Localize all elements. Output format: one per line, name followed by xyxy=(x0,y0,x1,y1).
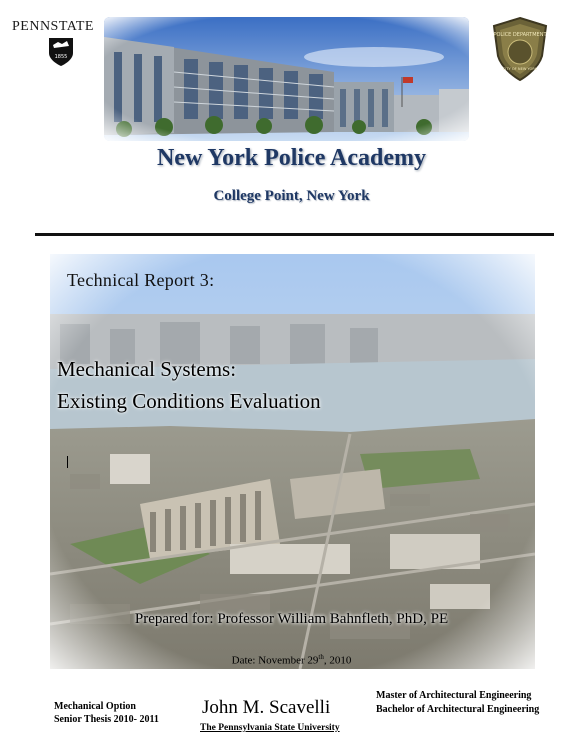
shield-year: 1855 xyxy=(54,54,68,60)
location-subtitle: College Point, New York xyxy=(213,188,370,204)
report-heading-line1: Mechanical Systems: xyxy=(57,357,237,381)
penn-state-shield-icon xyxy=(48,37,74,67)
badge-text-top: POLICE DEPARTMENT xyxy=(493,32,547,38)
penn-state-wordmark: PENNSTATE xyxy=(12,19,94,34)
prepared-for: Prepared for: Professor William Bahnfleth, PhD, PE xyxy=(134,611,449,627)
badge-text-bottom: CITY OF NEW YORK xyxy=(502,67,538,71)
author-name: John M. Scavelli xyxy=(202,697,331,718)
degree-master: Master of Architectural Engineering xyxy=(376,690,532,701)
report-date xyxy=(0,653,583,667)
page-title: New York Police Academy xyxy=(156,145,427,171)
academy-building-image xyxy=(104,17,469,141)
date-prefix: Date: November 29 xyxy=(231,654,319,667)
date-year: , 2010 xyxy=(323,654,352,667)
date-suffix: th xyxy=(318,653,324,661)
aerial-site-image xyxy=(50,254,535,669)
university-name: The Pennsylvania State University xyxy=(200,723,340,733)
option-label: Mechanical Option xyxy=(54,701,136,712)
divider xyxy=(35,233,554,236)
report-heading-line2: Existing Conditions Evaluation xyxy=(57,389,321,413)
police-badge-icon xyxy=(490,16,550,82)
report-label: Technical Report 3: xyxy=(67,270,215,290)
text-cursor xyxy=(67,456,68,468)
thesis-label: Senior Thesis 2010- 2011 xyxy=(54,714,159,725)
degree-bachelor: Bachelor of Architectural Engineering xyxy=(376,704,540,715)
